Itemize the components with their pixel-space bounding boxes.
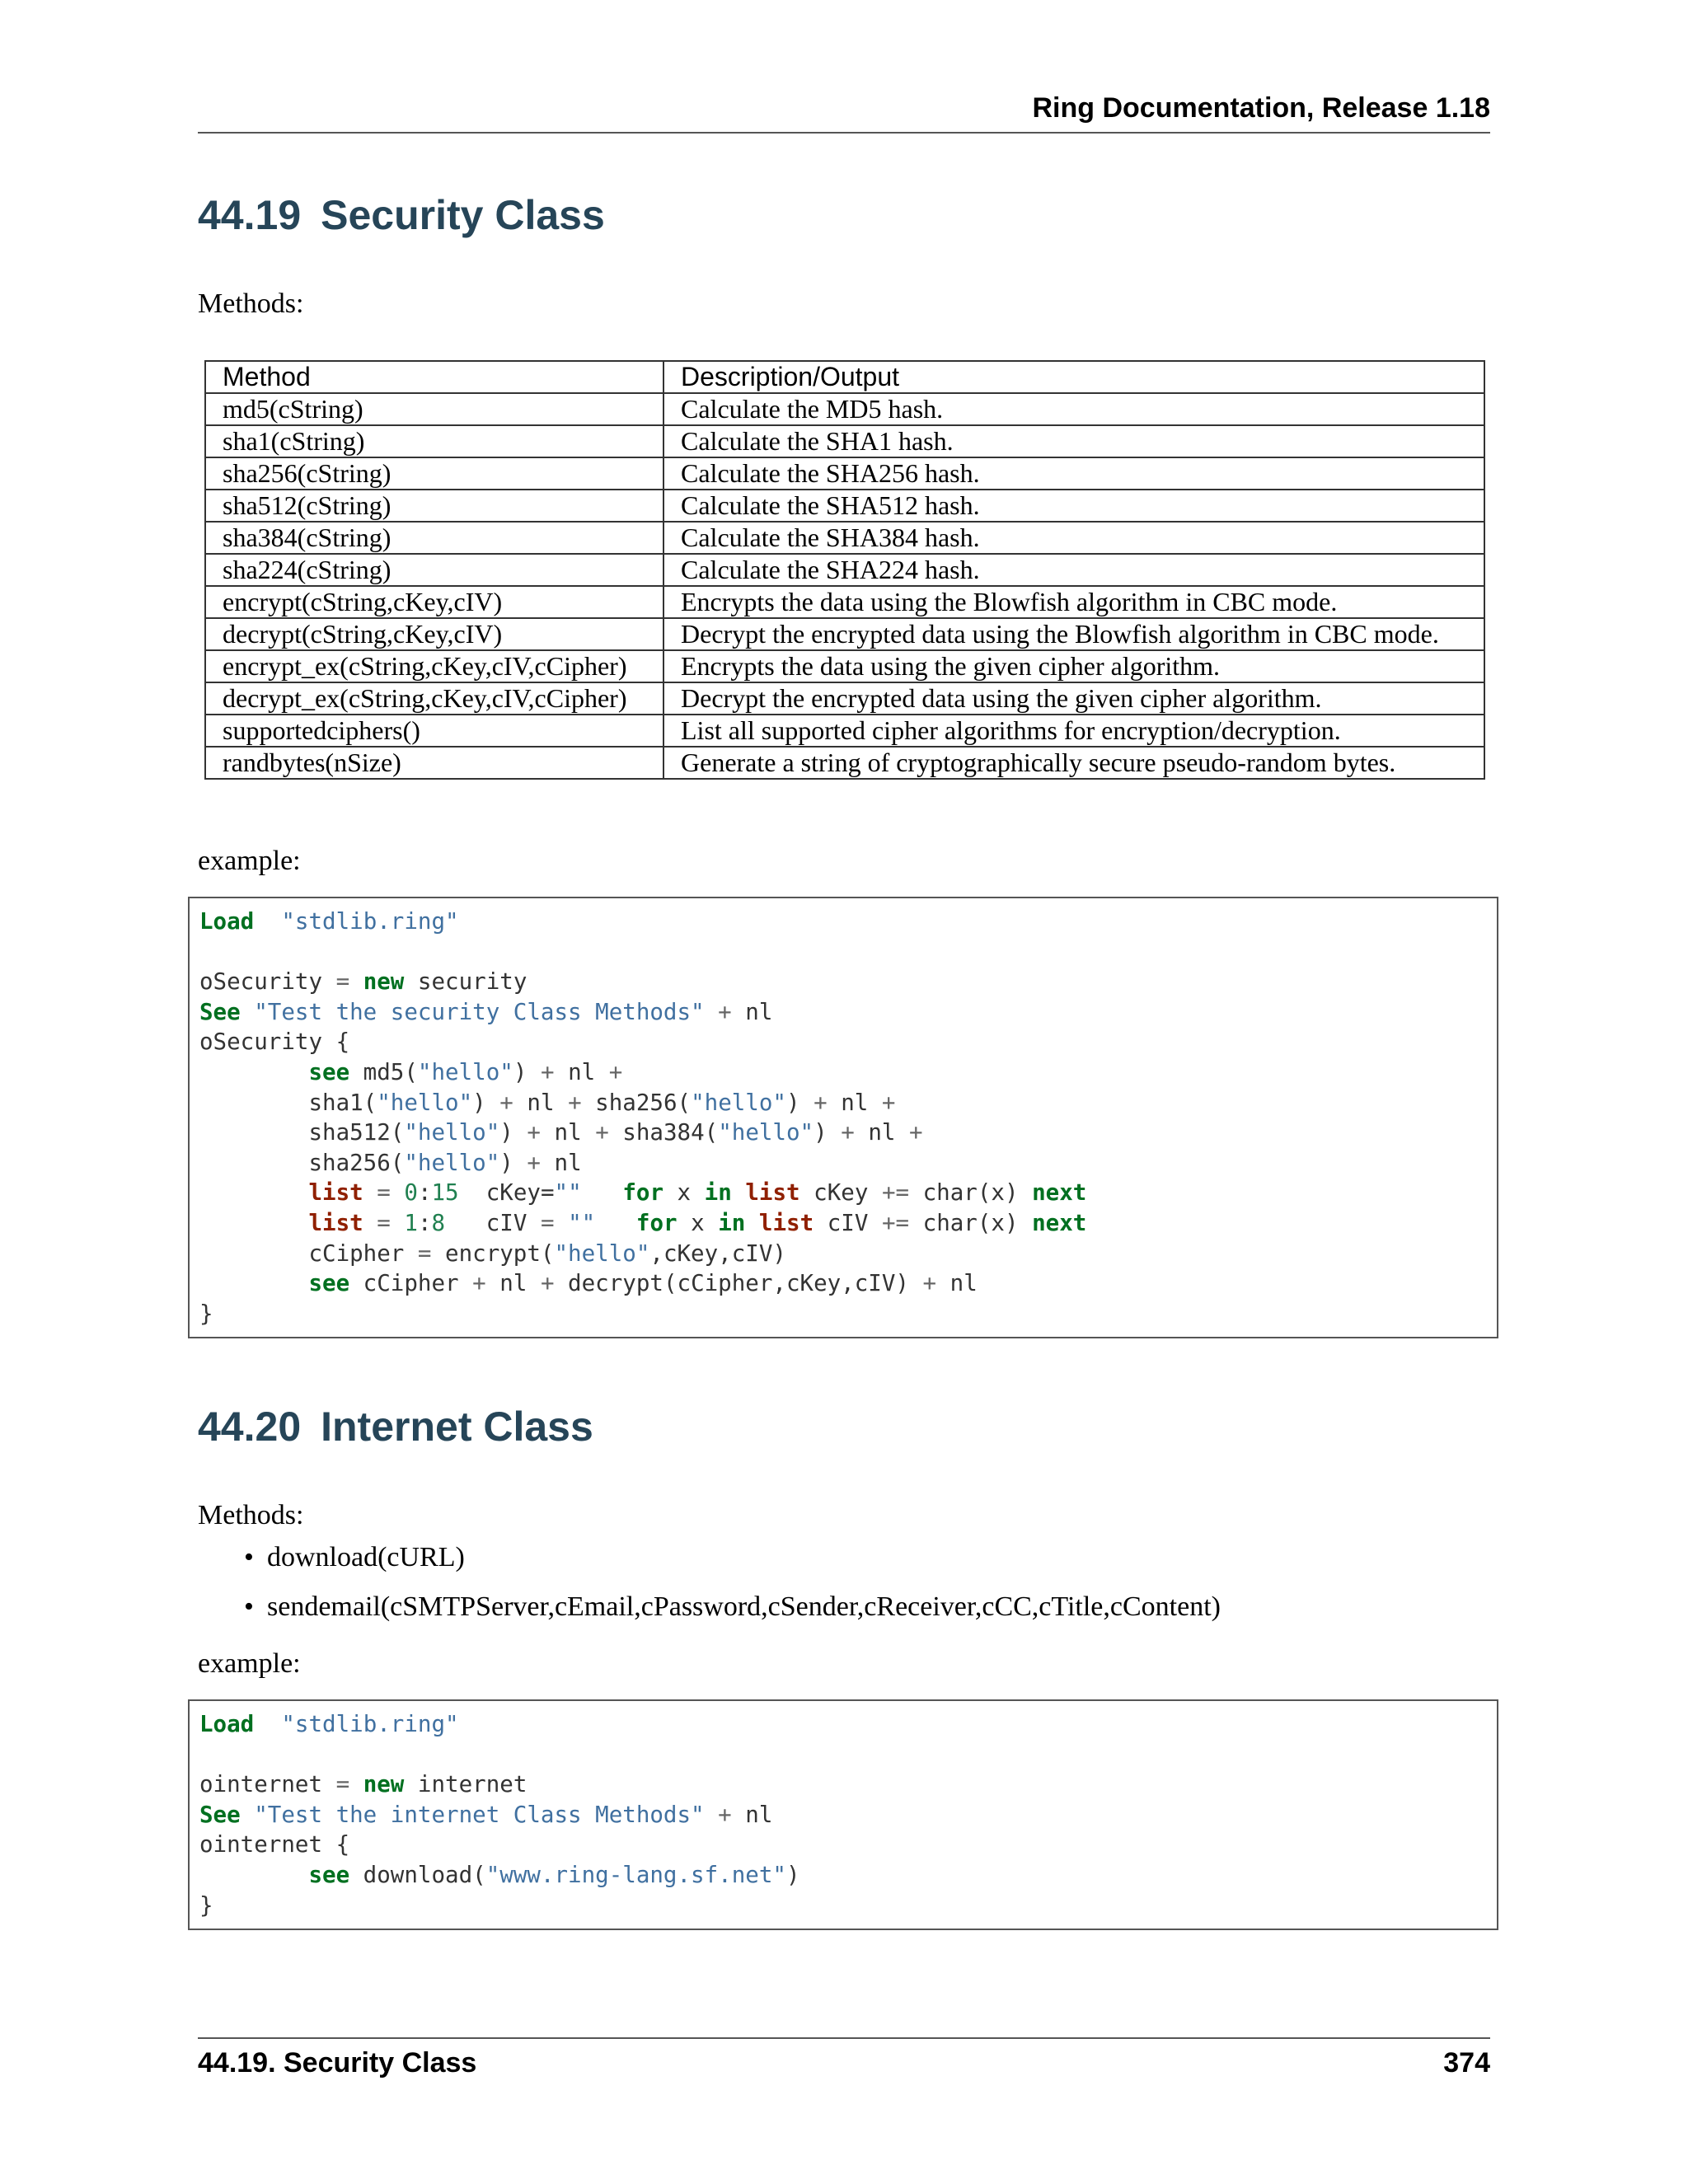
code-token: [705, 1802, 719, 1828]
code-token: "Test the security Class Methods": [254, 998, 705, 1025]
code-token: next: [1032, 1179, 1087, 1207]
code-token: cCipher: [199, 1240, 418, 1267]
running-header: [198, 92, 1490, 134]
table-header-row: [205, 361, 1484, 393]
code-token: 0: [404, 1179, 418, 1207]
code-token: oSecurity: [199, 968, 336, 996]
method-cell: decrypt(cString,cKey,cIV): [205, 618, 663, 650]
description-cell: Generate a string of cryptographically secure pseudo-random bytes.: [663, 747, 1484, 779]
internet-methods-label: Methods:: [198, 1500, 304, 1530]
code-token: :: [417, 1179, 432, 1207]
code-token: security: [404, 968, 528, 996]
code-token: +: [608, 1058, 623, 1085]
code-token: [363, 1179, 377, 1206]
method-cell: randbytes(nSize): [205, 747, 663, 779]
code-token: decrypt(cCipher,cKey,cIV): [554, 1270, 923, 1297]
table-row: [205, 522, 1484, 554]
code-token: +: [499, 1089, 513, 1116]
page-number: 374: [1443, 2047, 1490, 2079]
code-token: ): [472, 1089, 500, 1116]
security-example-label: example:: [198, 846, 301, 876]
code-token: sha384(: [608, 1119, 719, 1146]
code-token: sha256(: [581, 1089, 692, 1116]
description-cell: List all supported cipher algorithms for encryption/decryption.: [663, 715, 1484, 747]
code-token: list: [308, 1209, 363, 1236]
code-token: [241, 1802, 255, 1828]
code-token: for: [635, 1209, 678, 1236]
code-line: [199, 1301, 213, 1327]
code-token: +: [909, 1119, 923, 1146]
description-cell: Calculate the SHA256 hash.: [663, 457, 1484, 490]
code-line: [199, 1270, 978, 1296]
table-row: [205, 618, 1484, 650]
code-token: nl: [731, 998, 773, 1025]
code-line: [199, 1210, 1086, 1236]
method-cell: supportedciphers(): [205, 715, 663, 747]
code-token: 8: [431, 1209, 446, 1236]
code-token: [199, 1059, 308, 1085]
code-token: ointernet {: [199, 1831, 350, 1858]
description-cell: Calculate the SHA384 hash.: [663, 522, 1484, 554]
code-token: char(x): [909, 1179, 1033, 1207]
code-token: =: [335, 1771, 350, 1798]
code-token: +: [540, 1270, 555, 1297]
code-token: list: [745, 1179, 800, 1207]
code-token: +: [814, 1089, 828, 1116]
code-line: [199, 968, 527, 995]
code-token: sha512(: [199, 1119, 405, 1146]
code-line: [199, 1240, 786, 1267]
code-token: new: [349, 968, 405, 996]
code-token: x: [663, 1179, 705, 1207]
code-line: [199, 1802, 772, 1828]
code-token: ): [499, 1149, 528, 1176]
description-cell: Calculate the SHA1 hash.: [663, 425, 1484, 457]
table-row: [205, 715, 1484, 747]
table-row: [205, 457, 1484, 490]
code-token: [254, 1711, 281, 1737]
method-cell: sha384(cString): [205, 522, 663, 554]
column-header-description: Description/Output: [663, 361, 1484, 393]
code-token: "hello": [377, 1089, 473, 1116]
code-token: +=: [881, 1209, 910, 1236]
code-token: +: [595, 1119, 609, 1146]
code-token: md5(: [349, 1058, 418, 1085]
code-token: [254, 908, 281, 935]
code-token: list: [758, 1209, 814, 1236]
security-methods-table: [204, 360, 1485, 780]
code-token: [705, 999, 719, 1025]
code-token: "www.ring-lang.sf.net": [485, 1861, 786, 1888]
code-token: next: [1032, 1209, 1087, 1236]
code-token: +: [540, 1058, 555, 1085]
code-line: [199, 1059, 622, 1085]
code-token: [555, 1210, 569, 1236]
security-section-title: Security Class: [321, 192, 605, 238]
code-token: cCipher: [349, 1270, 473, 1297]
code-token: ,cKey,cIV): [649, 1240, 786, 1267]
code-token: [595, 1210, 636, 1236]
code-token: =: [540, 1209, 555, 1236]
code-token: ): [814, 1119, 842, 1146]
code-line: [199, 1892, 213, 1919]
code-token: cKey=: [458, 1179, 555, 1207]
code-line: [199, 1090, 895, 1116]
code-token: [199, 1179, 308, 1206]
code-token: Load: [199, 1711, 255, 1737]
code-token: 1: [404, 1209, 418, 1236]
table-row: [205, 425, 1484, 457]
list-item: • sendemail(cSMTPServer,cEmail,cPassword,cSender,cReceiver,cCC,cTitle,cContent): [198, 1591, 1221, 1640]
code-token: +: [527, 1119, 541, 1146]
code-token: :: [417, 1209, 432, 1236]
code-token: [199, 1862, 308, 1888]
code-token: ointernet: [199, 1771, 336, 1798]
table-row: [205, 554, 1484, 586]
code-line: [199, 1029, 349, 1055]
code-token: ): [499, 1119, 528, 1146]
code-token: [241, 999, 255, 1025]
code-token: [199, 1270, 308, 1296]
code-token: "hello": [404, 1119, 500, 1146]
code-token: nl: [936, 1270, 978, 1297]
code-line: [199, 908, 459, 935]
table-row: [205, 682, 1484, 715]
column-header-method: Method: [205, 361, 663, 393]
table-row: [205, 393, 1484, 425]
code-token: "": [568, 1209, 596, 1236]
description-cell: Encrypts the data using the given cipher algorithm.: [663, 650, 1484, 682]
code-token: see: [308, 1861, 350, 1888]
code-token: ): [785, 1861, 800, 1888]
code-line: [199, 1711, 459, 1737]
header-title: Ring Documentation, Release 1.18: [1032, 92, 1490, 124]
description-cell: Calculate the SHA512 hash.: [663, 490, 1484, 522]
code-token: "Test the internet Class Methods": [254, 1801, 705, 1828]
code-token: 15: [431, 1179, 459, 1207]
code-token: [391, 1179, 405, 1206]
table-row: [205, 650, 1484, 682]
code-token: see: [308, 1270, 350, 1297]
method-cell: sha512(cString): [205, 490, 663, 522]
code-token: [582, 1179, 623, 1206]
method-cell: encrypt(cString,cKey,cIV): [205, 586, 663, 618]
description-cell: Decrypt the encrypted data using the given cipher algorithm.: [663, 682, 1484, 715]
code-token: "stdlib.ring": [281, 908, 459, 935]
running-footer: [198, 2037, 1490, 2085]
code-token: +: [841, 1119, 855, 1146]
table-row: [205, 586, 1484, 618]
internet-code-block: [188, 1699, 1498, 1930]
code-line: [199, 1119, 923, 1146]
code-token: cIV: [445, 1209, 541, 1236]
document-page: [198, 0, 1490, 2184]
code-token: download(: [349, 1861, 486, 1888]
code-token: =: [417, 1240, 432, 1267]
description-cell: Decrypt the encrypted data using the Blowfish algorithm in CBC mode.: [663, 618, 1484, 650]
code-token: +: [922, 1270, 937, 1297]
code-line: [199, 1179, 1086, 1206]
code-line: [199, 999, 772, 1025]
code-token: nl: [485, 1270, 541, 1297]
code-token: sha256(: [199, 1149, 405, 1176]
code-token: new: [349, 1771, 405, 1798]
code-line: [199, 1862, 800, 1888]
code-token: nl: [513, 1089, 569, 1116]
code-token: in: [704, 1179, 732, 1207]
code-token: see: [308, 1058, 350, 1085]
code-token: Load: [199, 908, 255, 935]
internet-section-title: Internet Class: [321, 1404, 593, 1450]
footer-section: 44.19. Security Class: [198, 2047, 477, 2079]
code-token: +: [527, 1149, 541, 1176]
code-token: +: [881, 1089, 896, 1116]
code-token: "hello": [718, 1119, 814, 1146]
code-token: x: [677, 1209, 719, 1236]
method-cell: sha256(cString): [205, 457, 663, 490]
internet-section-number: 44.20: [198, 1404, 302, 1450]
code-token: "": [554, 1179, 582, 1207]
code-token: }: [199, 1891, 213, 1919]
code-token: cKey: [799, 1179, 882, 1207]
code-token: nl: [554, 1058, 609, 1085]
security-methods-label: Methods:: [198, 288, 304, 319]
security-code-block: [188, 897, 1498, 1338]
code-token: ): [785, 1089, 814, 1116]
code-token: cIV: [814, 1209, 882, 1236]
code-token: +: [472, 1270, 486, 1297]
method-cell: encrypt_ex(cString,cKey,cIV,cCipher): [205, 650, 663, 682]
code-token: +: [718, 998, 732, 1025]
code-token: =: [377, 1209, 391, 1236]
code-token: See: [199, 998, 241, 1025]
code-line: [199, 1831, 349, 1858]
code-token: for: [622, 1179, 663, 1207]
internet-example-label: example:: [198, 1648, 301, 1679]
table-row: [205, 490, 1484, 522]
code-token: [363, 1210, 377, 1236]
code-token: +=: [881, 1179, 910, 1207]
code-token: }: [199, 1300, 213, 1327]
description-cell: Calculate the MD5 hash.: [663, 393, 1484, 425]
method-cell: sha1(cString): [205, 425, 663, 457]
code-token: nl: [540, 1149, 582, 1176]
code-token: list: [308, 1179, 363, 1207]
code-token: sha1(: [199, 1089, 377, 1116]
code-token: [391, 1210, 405, 1236]
code-token: nl: [854, 1119, 910, 1146]
code-token: "hello": [404, 1149, 500, 1176]
code-token: +: [568, 1089, 582, 1116]
code-token: [199, 1210, 308, 1236]
code-token: "hello": [691, 1089, 786, 1116]
code-line: [199, 1771, 527, 1797]
code-token: in: [718, 1209, 746, 1236]
description-cell: Calculate the SHA224 hash.: [663, 554, 1484, 586]
method-cell: decrypt_ex(cString,cKey,cIV,cCipher): [205, 682, 663, 715]
code-token: encrypt(: [431, 1240, 555, 1267]
list-item: • download(cURL): [198, 1541, 1221, 1591]
description-cell: Encrypts the data using the Blowfish algorithm in CBC mode.: [663, 586, 1484, 618]
code-token: oSecurity {: [199, 1029, 350, 1056]
code-token: =: [377, 1179, 391, 1207]
code-token: [732, 1179, 746, 1206]
method-cell: sha224(cString): [205, 554, 663, 586]
code-token: "stdlib.ring": [281, 1711, 459, 1737]
code-token: "hello": [554, 1240, 650, 1267]
code-line: [199, 1150, 582, 1176]
code-token: [745, 1210, 759, 1236]
security-methods-table-body: [205, 393, 1484, 779]
code-token: nl: [731, 1801, 773, 1828]
code-token: nl: [540, 1119, 596, 1146]
internet-methods-list: [198, 1541, 1221, 1640]
internet-section-heading: [198, 1403, 593, 1451]
table-row: [205, 747, 1484, 779]
code-token: char(x): [909, 1209, 1033, 1236]
code-token: +: [718, 1801, 732, 1828]
code-token: nl: [827, 1089, 882, 1116]
security-section-heading: [198, 191, 605, 239]
method-cell: md5(cString): [205, 393, 663, 425]
security-section-number: 44.19: [198, 192, 302, 238]
code-token: See: [199, 1801, 241, 1828]
code-token: =: [335, 968, 350, 996]
code-token: ): [513, 1058, 541, 1085]
code-token: internet: [404, 1771, 528, 1798]
code-token: "hello": [417, 1058, 513, 1085]
